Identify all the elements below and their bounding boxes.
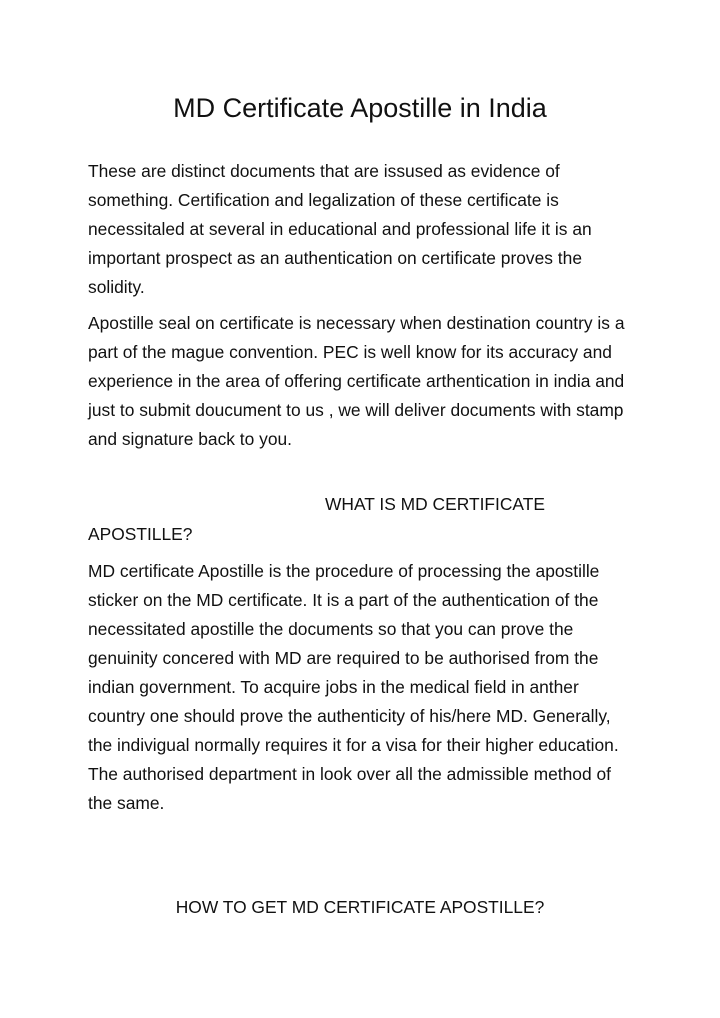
page-title: MD Certificate Apostille in India [173, 93, 547, 123]
paragraph-apostille-seal: Apostille seal on certificate is necessary when destination country is a part of the mague convention. PEC is well know for its accuracy and experience in the area of offering certificate arthentication in india and just to submit doucument to us , we will deliver documents with stamp and signature back to you. [88, 313, 625, 449]
section-heading-what-is-part1: WHAT IS MD CERTIFICATE [325, 494, 545, 514]
paragraph-intro: These are distinct documents that are issused as evidence of something. Certification and legalization of these certificate is necessitaled at several in educational and professional life it is an important prospect as an authentication on certificate proves the solidity. [88, 161, 592, 297]
section-heading-how-to-get: HOW TO GET MD CERTIFICATE APOSTILLE? [175, 897, 545, 917]
section-heading-what-is-part2: APOSTILLE? [88, 524, 193, 544]
paragraph-md-apostille: MD certificate Apostille is the procedure of processing the apostille sticker on the MD certificate. It is a part of the authentication of the necessitated apostille the documents so that you can prove the genuinity concered with MD are required to be authorised from the indian government. To acquire jobs in the medical field in anther country one should prove the authenticity of his/here MD. Generally, the indivigual normally requires it for a visa for their higher education. The authorised department in look over all the admissible method of the same. [88, 561, 619, 813]
